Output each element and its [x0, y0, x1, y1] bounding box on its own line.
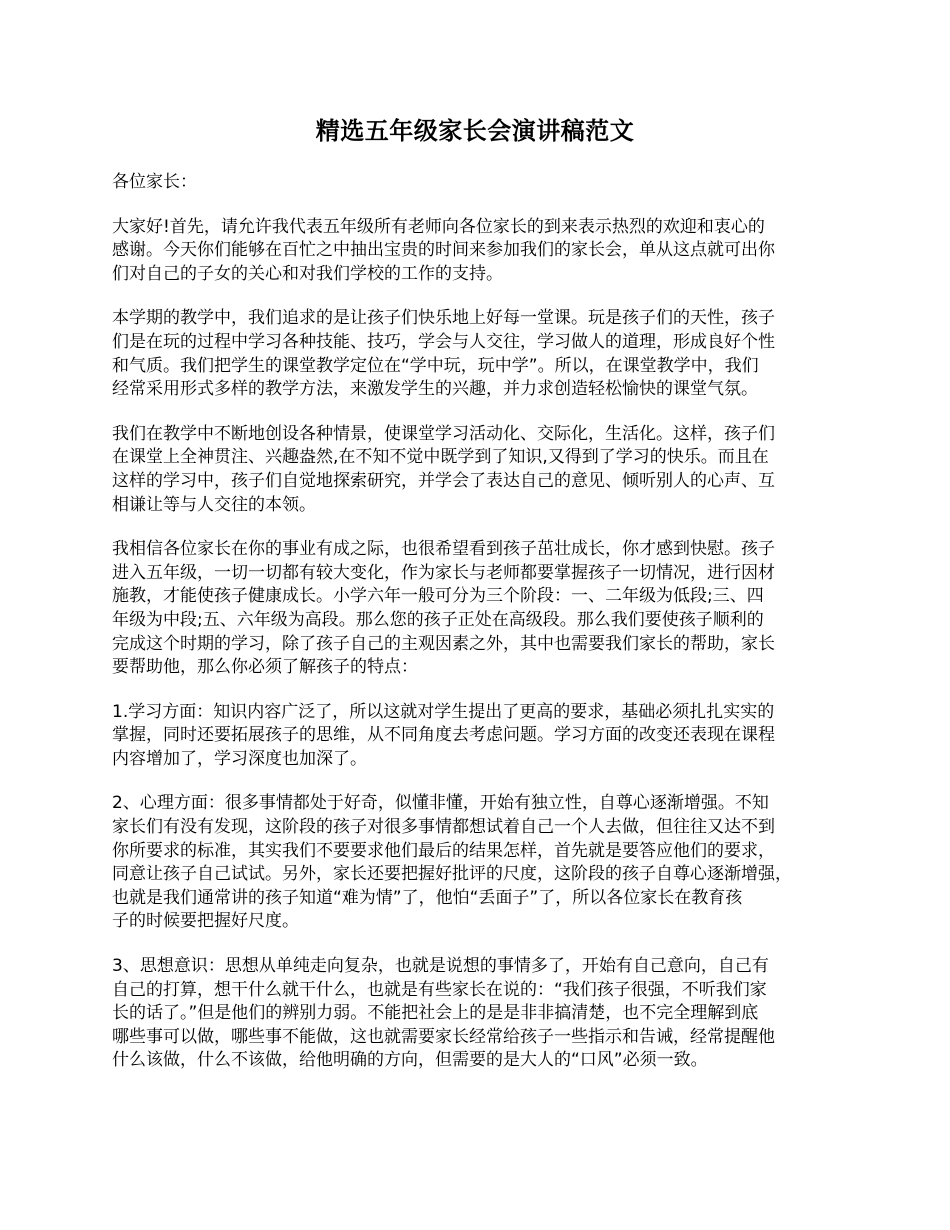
- paragraph-growth: 我相信各位家长在你的事业有成之际，也很希望看到孩子茁壮成长，你才感到快慰。孩子 进入五年级，一切一切都有较大变化，作为家长与老师都要掌握孩子一切情况，进行因材 施教，才能使孩子健康成长。小学六年一般可分为三个阶段：一、二年级为低段;三、四 年级为中段;五、六年级为高段。那么您的孩子正处在高级段。那么我们要使孩子顺利的 完成这个时期的学习，除了孩子自己的主观因素之外，其中也需要我们家长的帮助，家长 要帮助他，那么你必须了解孩子的特点：: [112, 539, 775, 678]
- document-title: 精选五年级家长会演讲稿范文: [315, 117, 635, 145]
- salutation: 各位家长：: [112, 172, 197, 192]
- paragraph-scenarios: 我们在教学中不断地创设各种情景，使课堂学习活动化、交际化，生活化。这样，孩子们 在课堂上全神贯注、兴趣盎然,在不知不觉中既学到了知识,又得到了学习的快乐。而且在 这样的学习中，孩子们自觉地探索研究，并学会了表达自己的意见、倾听别人的心声、互 相谦让等与人交往的本领。: [112, 423, 775, 515]
- paragraph-study: 1.学习方面：知识内容广泛了，所以这就对学生提出了更高的要求，基础必须扎扎实实的 掌握，同时还要拓展孩子的思维，从不同角度去考虑问题。学习方面的改变还表现在课程 内容增加了，学习深度也加深了。: [112, 701, 775, 769]
- paragraph-psychology: 2、心理方面：很多事情都处于好奇，似懂非懂，开始有独立性，自尊心逐渐增强。不知 家长们有没有发现，这阶段的孩子对很多事情都想试着自己一个人去做，但往往又达不到 你所要求的标准，其实我们不要要求他们最后的结果怎样，首先就是要答应他们的要求， 同意让孩子自己试试。另外，家长还要把握好批评的尺度，这阶段的孩子自尊心逐渐增强， 也就是我们通常讲的孩子知道“难为情”了，他怕“丢面子”了，所以各位家长在教育孩 子的时候要把握好尺度。: [112, 793, 792, 932]
- paragraph-teaching: 本学期的教学中，我们追求的是让孩子们快乐地上好每一堂课。玩是孩子们的天性，孩子 们是在玩的过程中学习各种技能、技巧，学会与人交往，学习做人的道理，形成良好个性 和气质。我们把学生的课堂教学定位在“学中玩，玩中学”。所以，在课堂教学中，我们 经常采用形式多样的教学方法，来激发学生的兴趣，并力求创造轻松愉快的课堂气氛。: [112, 308, 775, 400]
- document-body: [112, 171, 854, 1094]
- paragraph-thinking: 3、思想意识：思想从单纯走向复杂，也就是说想的事情多了，开始有自己意向，自己有 自己的打算，想干什么就干什么，也就是有些家长在说的：“我们孩子很强，不听我们家 长的话了。”但是他们的辨别力弱。不能把社会上的是是非非搞清楚，也不完全理解到底 哪些事可以做，哪些事不能做，这也就需要家长经常给孩子一些指示和告诫，经常提醒他 什么该做，什么不该做，给他明确的方向，但需要的是大人的“口风”必须一致。: [112, 956, 775, 1071]
- paragraph-welcome: 大家好!首先，请允许我代表五年级所有老师向各位家长的到来表示热烈的欢迎和衷心的 感谢。今天你们能够在百忙之中抽出宝贵的时间来参加我们的家长会，单从这点就可出你 们对自己的子女的关心和对我们学校的工作的支持。: [112, 216, 775, 284]
